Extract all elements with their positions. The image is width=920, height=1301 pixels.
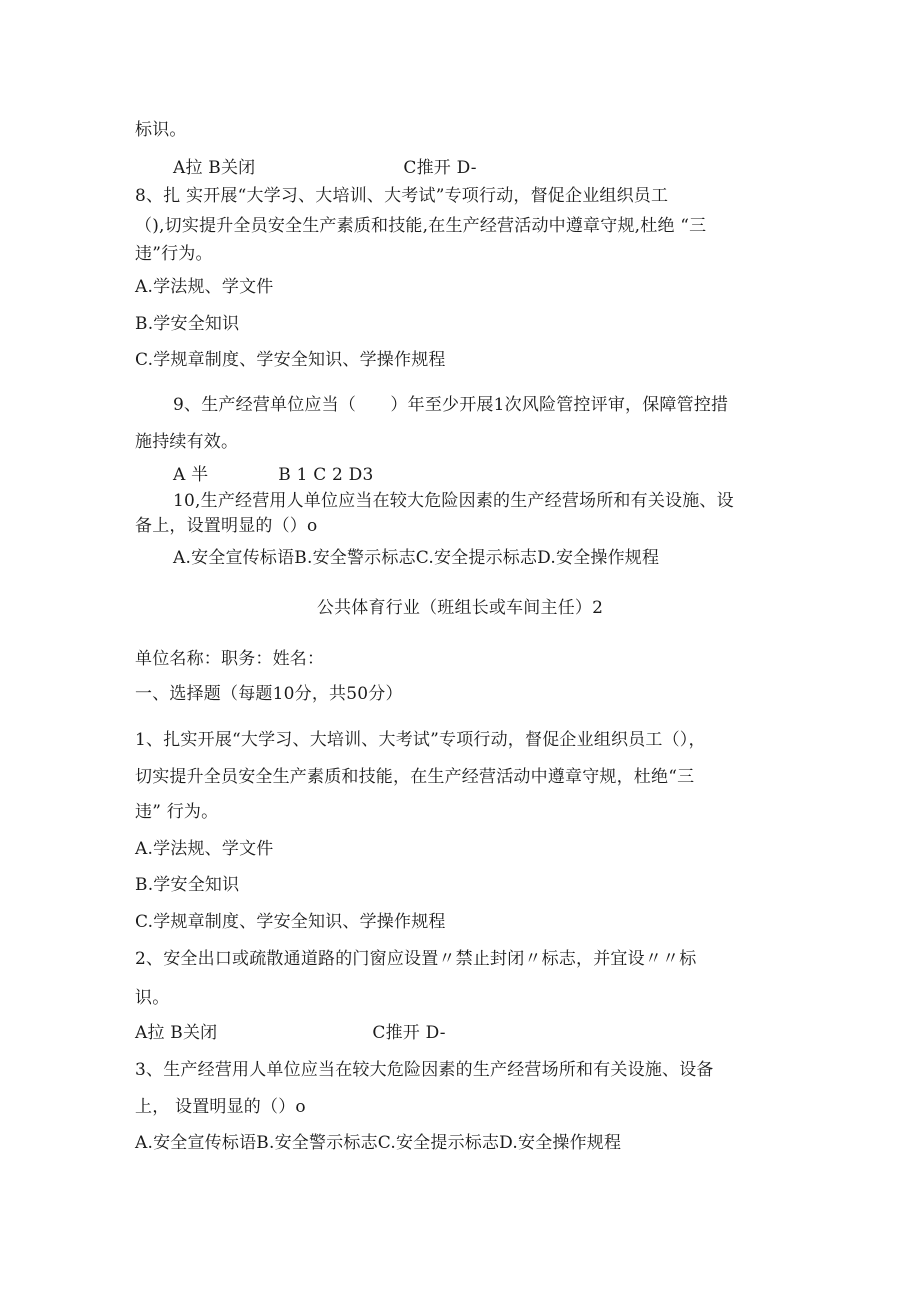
option-text: A 半 bbox=[173, 465, 209, 485]
question-1-line: 切实提升全员安全生产素质和技能，在生产经营活动中遵章守规，杜绝“三 bbox=[135, 767, 695, 787]
question-3-line: 3、生产经营用人单位应当在较大危险因素的生产经营场所和有关设施、设备 bbox=[135, 1060, 714, 1080]
question-2-line: 识。 bbox=[135, 988, 170, 1008]
question-2-line: 2、安全出口或疏散通道路的门窗应设置〃禁止封闭〃标志，并宜设〃〃标 bbox=[135, 949, 697, 969]
option-line: A.安全宣传标语B.安全警示标志C.安全提示标志D.安全操作规程 bbox=[173, 548, 660, 568]
question-1-line: 1、扎实开展“大学习、大培训、大考试”专项行动，督促企业组织员工（）， bbox=[135, 730, 706, 750]
option-line: C.学规章制度、学安全知识、学操作规程 bbox=[135, 912, 446, 932]
text-line: 标识。 bbox=[135, 120, 187, 140]
option-text: C推开 D- bbox=[372, 1023, 446, 1043]
question-1-line: 违” 行为。 bbox=[135, 802, 219, 822]
question-8-line: （),切实提升全员安全生产素质和技能,在生产经营活动中遵章守规,杜绝 “三 bbox=[135, 216, 707, 236]
question-8-line: 违”行为。 bbox=[135, 244, 213, 264]
option-line: A.学法规、学文件 bbox=[135, 839, 274, 859]
question-3-line: 上， 设置明显的（）o bbox=[135, 1097, 306, 1117]
option-text: A拉 B关闭 bbox=[173, 158, 256, 178]
question-8-line: 8、扎 实开展“大学习、大培训、大考试”专项行动，督促企业组织员工 bbox=[135, 186, 669, 206]
option-line: A.学法规、学文件 bbox=[135, 277, 274, 297]
option-line bbox=[173, 157, 477, 179]
question-9-line: 施持续有效。 bbox=[135, 432, 239, 452]
question-9-line: 9、生产经营单位应当（ ）年至少开展1次风险管控评审，保障管控措 bbox=[173, 395, 729, 415]
option-line bbox=[135, 1022, 446, 1044]
option-text: A拉 B关闭 bbox=[135, 1023, 218, 1043]
unit-info-line: 单位名称：职务：姓名： bbox=[135, 649, 325, 669]
question-10-line: 备上，设置明显的（）o bbox=[135, 516, 318, 536]
option-line: B.学安全知识 bbox=[135, 875, 240, 895]
section-heading: 一、选择题（每题10分，共50分） bbox=[135, 684, 403, 704]
option-line bbox=[173, 464, 373, 486]
section-title: 公共体育行业（班组长或车间主任）2 bbox=[316, 598, 604, 618]
option-text: C推开 D- bbox=[403, 158, 477, 178]
option-line: B.学安全知识 bbox=[135, 314, 240, 334]
option-line: C.学规章制度、学安全知识、学操作规程 bbox=[135, 350, 446, 370]
question-10-line: 10,生产经营用人单位应当在较大危险因素的生产经营场所和有关设施、设 bbox=[173, 491, 734, 511]
option-line: A.安全宣传标语B.安全警示标志C.安全提示标志D.安全操作规程 bbox=[135, 1133, 622, 1153]
option-text: B 1 C 2 D3 bbox=[278, 465, 374, 485]
